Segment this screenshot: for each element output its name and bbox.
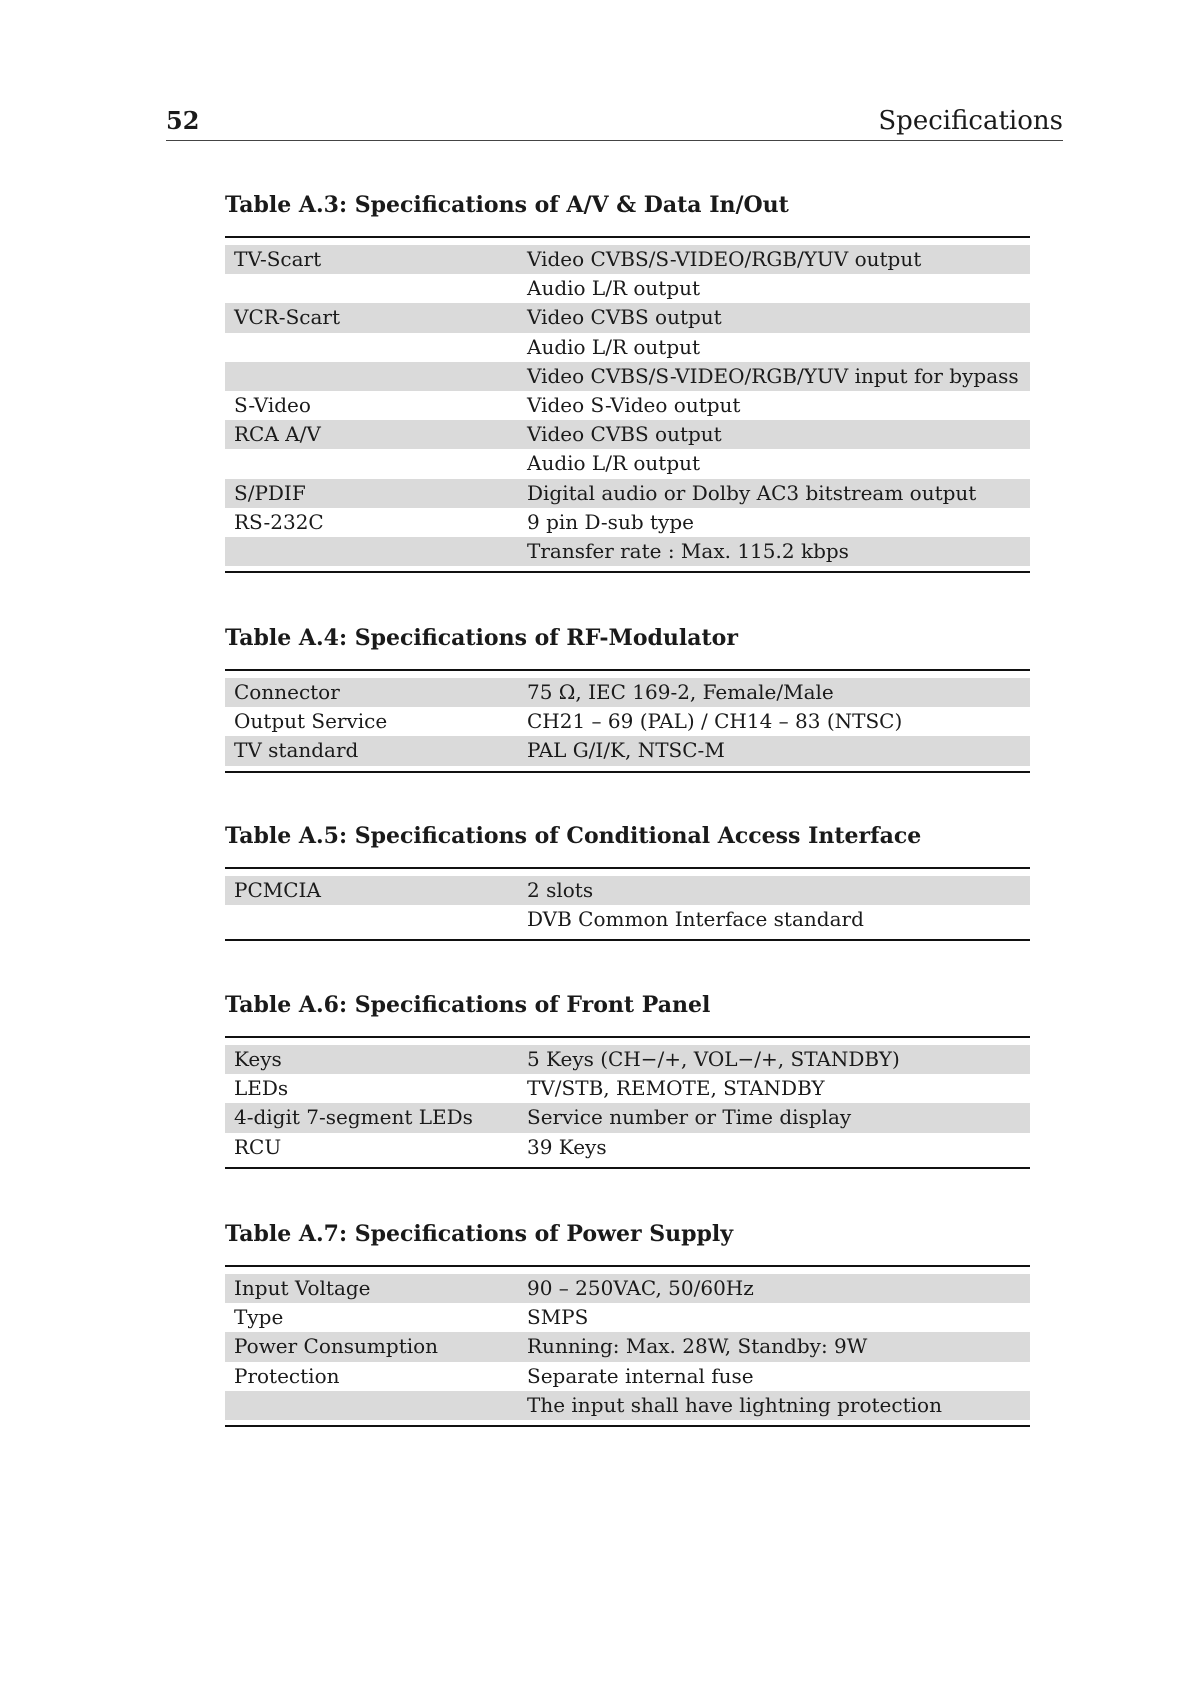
spec-table	[225, 1265, 1030, 1427]
table-power-supply	[225, 1217, 1030, 1427]
table-row	[225, 303, 1030, 332]
row-value: DVB Common Interface standard	[527, 907, 864, 932]
row-value: Digital audio or Dolby AC3 bitstream output	[527, 480, 977, 505]
row-value: The input shall have lightning protection	[527, 1392, 942, 1417]
table-row	[225, 1045, 1030, 1074]
row-value: TV/STB, REMOTE, STANDBY	[527, 1076, 825, 1101]
row-key: S/PDIF	[234, 480, 306, 505]
table-front-panel	[225, 988, 1030, 1169]
row-value: 5 Keys (CH−/+, VOL−/+, STANDBY)	[527, 1047, 900, 1071]
row-key: Connector	[234, 680, 340, 704]
table-caption: Table A.3: Specifications of A/V & Data In/Out	[225, 192, 789, 218]
row-value: Video S-Video output	[527, 392, 741, 417]
table-row	[225, 1274, 1030, 1303]
table-row	[225, 245, 1030, 274]
table-row	[225, 1332, 1030, 1361]
row-value: Video CVBS output	[527, 422, 722, 447]
table-caption: Table A.4: Specifications of RF-Modulator	[225, 625, 738, 651]
row-value: 75 Ω, IEC 169-2, Female/Male	[527, 680, 834, 704]
row-value: Audio L/R output	[527, 334, 701, 359]
table-row	[225, 736, 1030, 765]
table-row	[225, 449, 1030, 478]
table-row	[225, 1391, 1030, 1420]
spec-table	[225, 236, 1030, 573]
table-row	[225, 508, 1030, 537]
row-value: 90 – 250VAC, 50/60Hz	[527, 1276, 754, 1300]
page-header	[166, 104, 1063, 141]
row-key: Input Voltage	[234, 1276, 371, 1300]
row-key: RCU	[234, 1134, 282, 1159]
table-row	[225, 333, 1030, 362]
row-value: Video CVBS output	[527, 305, 722, 330]
row-value: Service number or Time display	[527, 1105, 852, 1130]
table-row	[225, 420, 1030, 449]
table-rf-modulator	[225, 621, 1030, 773]
row-key: Type	[234, 1305, 284, 1330]
table-row	[225, 362, 1030, 391]
row-key: Power Consumption	[234, 1334, 439, 1359]
row-key: RS-232C	[234, 509, 324, 534]
table-conditional-access	[225, 819, 1030, 941]
spec-table	[225, 669, 1030, 773]
row-value: Transfer rate : Max. 115.2 kbps	[527, 538, 849, 563]
row-key: Output Service	[234, 709, 388, 734]
row-value: CH21 – 69 (PAL) / CH14 – 83 (NTSC)	[527, 709, 903, 734]
row-key: Protection	[234, 1363, 340, 1388]
row-value: Audio L/R output	[527, 451, 701, 476]
table-row	[225, 537, 1030, 566]
row-key: PCMCIA	[234, 878, 321, 902]
table-row	[225, 905, 1030, 934]
page-number: 52	[166, 106, 200, 135]
row-value: 9 pin D-sub type	[527, 509, 694, 534]
row-value: 39 Keys	[527, 1134, 607, 1159]
spec-table	[225, 867, 1030, 941]
spec-table	[225, 1036, 1030, 1169]
row-key: S-Video	[234, 392, 311, 417]
row-value: 2 slots	[527, 878, 594, 902]
row-value: Separate internal fuse	[527, 1363, 754, 1388]
table-row	[225, 1133, 1030, 1162]
table-row	[225, 1303, 1030, 1332]
row-key: 4-digit 7-segment LEDs	[234, 1105, 473, 1130]
table-row	[225, 678, 1030, 707]
row-value: Audio L/R output	[527, 276, 701, 301]
table-row	[225, 1103, 1030, 1132]
table-caption: Table A.6: Specifications of Front Panel	[225, 992, 711, 1018]
row-value: Running: Max. 28W, Standby: 9W	[527, 1334, 868, 1359]
row-key: RCA A/V	[234, 422, 321, 447]
row-key: Keys	[234, 1047, 282, 1071]
table-caption: Table A.7: Specifications of Power Supply	[225, 1221, 734, 1247]
table-row	[225, 876, 1030, 905]
row-key: TV-Scart	[234, 247, 322, 271]
row-key: TV standard	[234, 738, 359, 763]
row-key: LEDs	[234, 1076, 289, 1101]
table-row	[225, 707, 1030, 736]
row-value: SMPS	[527, 1305, 589, 1330]
row-value: Video CVBS/S-VIDEO/RGB/YUV output	[527, 247, 922, 271]
table-row	[225, 479, 1030, 508]
row-value: Video CVBS/S-VIDEO/RGB/YUV input for bypass	[527, 363, 1019, 388]
table-row	[225, 1074, 1030, 1103]
row-value: PAL G/I/K, NTSC-M	[527, 738, 725, 763]
table-av-data	[225, 188, 1030, 573]
running-title: Specifications	[878, 106, 1063, 136]
row-key: VCR-Scart	[234, 305, 340, 330]
table-row	[225, 274, 1030, 303]
table-row	[225, 1362, 1030, 1391]
table-caption: Table A.5: Specifications of Conditional Access Interface	[225, 823, 922, 849]
table-row	[225, 391, 1030, 420]
